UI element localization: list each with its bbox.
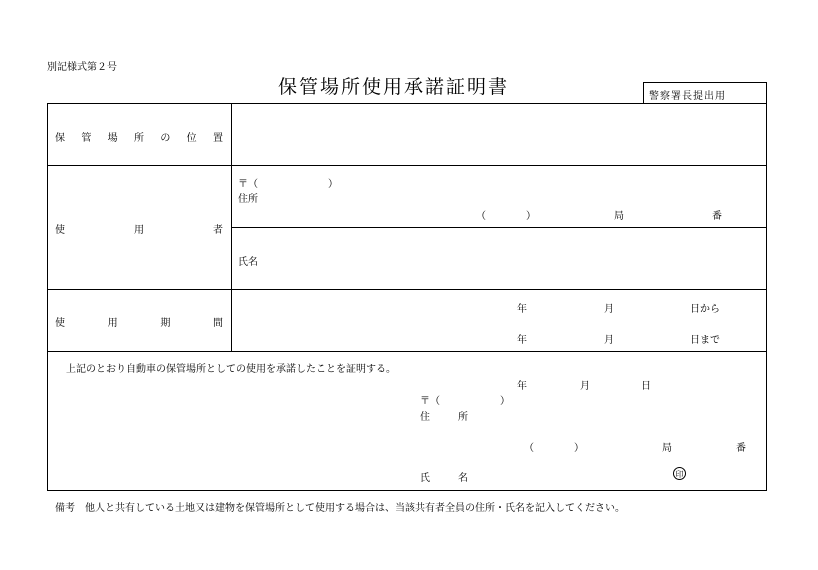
- form-title: 保管場所使用承諾証明書: [278, 76, 510, 98]
- user-label: 使 用 者: [55, 225, 223, 236]
- user-name-field[interactable]: [270, 230, 764, 286]
- user-postal-code[interactable]: 〒（ ）: [238, 179, 338, 190]
- cert-phone-area[interactable]: （ ）: [524, 443, 584, 454]
- cert-name-field[interactable]: [475, 462, 670, 484]
- period-from-day: 日から: [690, 304, 720, 315]
- cert-statement: 上記のとおり自動車の保管場所としての使用を承諾したことを証明する。: [66, 364, 396, 375]
- period-until-month: 月: [604, 335, 614, 346]
- submit-label: 警察署長提出用: [649, 91, 726, 102]
- period-until-year: 年: [517, 335, 527, 346]
- cert-name-label: 氏 名: [420, 473, 468, 484]
- period-from-year: 年: [517, 304, 527, 315]
- row-divider-user-inner: [231, 227, 767, 228]
- cert-phone-kyoku: 局: [662, 443, 672, 454]
- user-phone-kyoku: 局: [614, 211, 624, 222]
- user-phone-area[interactable]: （ ）: [476, 211, 536, 222]
- form-number: 別記様式第２号: [47, 62, 117, 73]
- period-from-month: 月: [604, 304, 614, 315]
- period-until-day: 日まで: [690, 335, 720, 346]
- remarks-note: 備考 他人と共有している土地又は建物を保管場所として使用する場合は、当該共有者全員の住所・氏名を記入してください。: [55, 503, 625, 514]
- submit-label-box: [643, 82, 767, 104]
- cert-year: 年: [517, 381, 527, 392]
- row-divider-3: [47, 351, 767, 352]
- period-label: 使 用 期 間: [55, 318, 223, 329]
- cert-address-label: 住 所: [420, 412, 468, 423]
- cert-phone-ban: 番: [736, 443, 746, 454]
- seal-icon: 印: [673, 467, 686, 480]
- row-divider-1: [47, 165, 767, 166]
- cert-day: 日: [641, 381, 651, 392]
- location-field[interactable]: [232, 104, 766, 164]
- user-name-label: 氏名: [238, 257, 258, 268]
- location-label: 保 管 場 所 の 位 置: [55, 133, 223, 144]
- user-phone-ban: 番: [712, 211, 722, 222]
- user-address-label: 住所: [238, 194, 258, 205]
- row-divider-2: [47, 289, 767, 290]
- cert-month: 月: [580, 381, 590, 392]
- cert-postal-code[interactable]: 〒（ ）: [420, 396, 510, 407]
